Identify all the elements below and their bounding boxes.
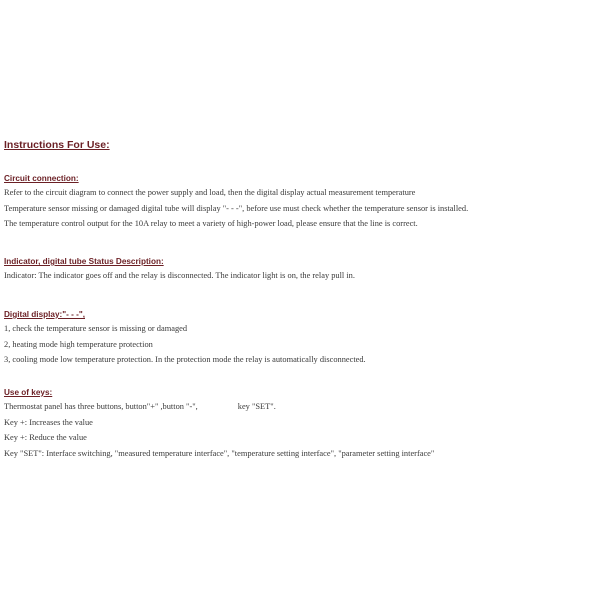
page-title: Instructions For Use: [4, 139, 110, 151]
text-line: Temperature sensor missing or damaged digital tube will display "- - -", before use must check whether the temperature sensor is installed. [4, 203, 469, 213]
set-key-label: key "SET". [237, 402, 276, 411]
text-line [4, 399, 598, 415]
section-use-of-keys [4, 386, 598, 461]
section-indicator-status [4, 255, 598, 284]
section-heading: Digital display:"- - -", [4, 310, 85, 319]
text-line: Indicator: The indicator goes off and the relay is disconnected. The indicator light is on, the relay pull in. [4, 271, 355, 280]
text-line: Key +: Reduce the value [4, 433, 87, 442]
section-heading: Use of keys: [4, 388, 53, 397]
buttons-description: Thermostat panel has three buttons, button"+" ,button "-", [4, 402, 198, 411]
text-line: 1, check the temperature sensor is missing or damaged [4, 324, 188, 333]
text-line: The temperature control output for the 10A relay to meet a variety of high-power load, please ensure that the line is correct. [4, 219, 418, 228]
text-line: Key +: Increases the value [4, 417, 93, 427]
section-heading: Indicator, digital tube Status Description: [4, 257, 164, 266]
text-line: 3, cooling mode low temperature protection. In the protection mode the relay is automatically disconnected. [4, 355, 366, 364]
instructions-document [4, 138, 598, 152]
section-digital-display [4, 308, 598, 368]
text-line: 2, heating mode high temperature protection [4, 339, 153, 349]
text-line: Refer to the circuit diagram to connect the power supply and load, then the digital display actual measurement temperature [4, 188, 416, 197]
section-circuit-connection [4, 172, 598, 232]
text-line: Key "SET": Interface switching, "measured temperature interface", "temperature setting interface", "parameter setting interface" [4, 448, 435, 458]
section-heading: Circuit connection: [4, 174, 79, 183]
